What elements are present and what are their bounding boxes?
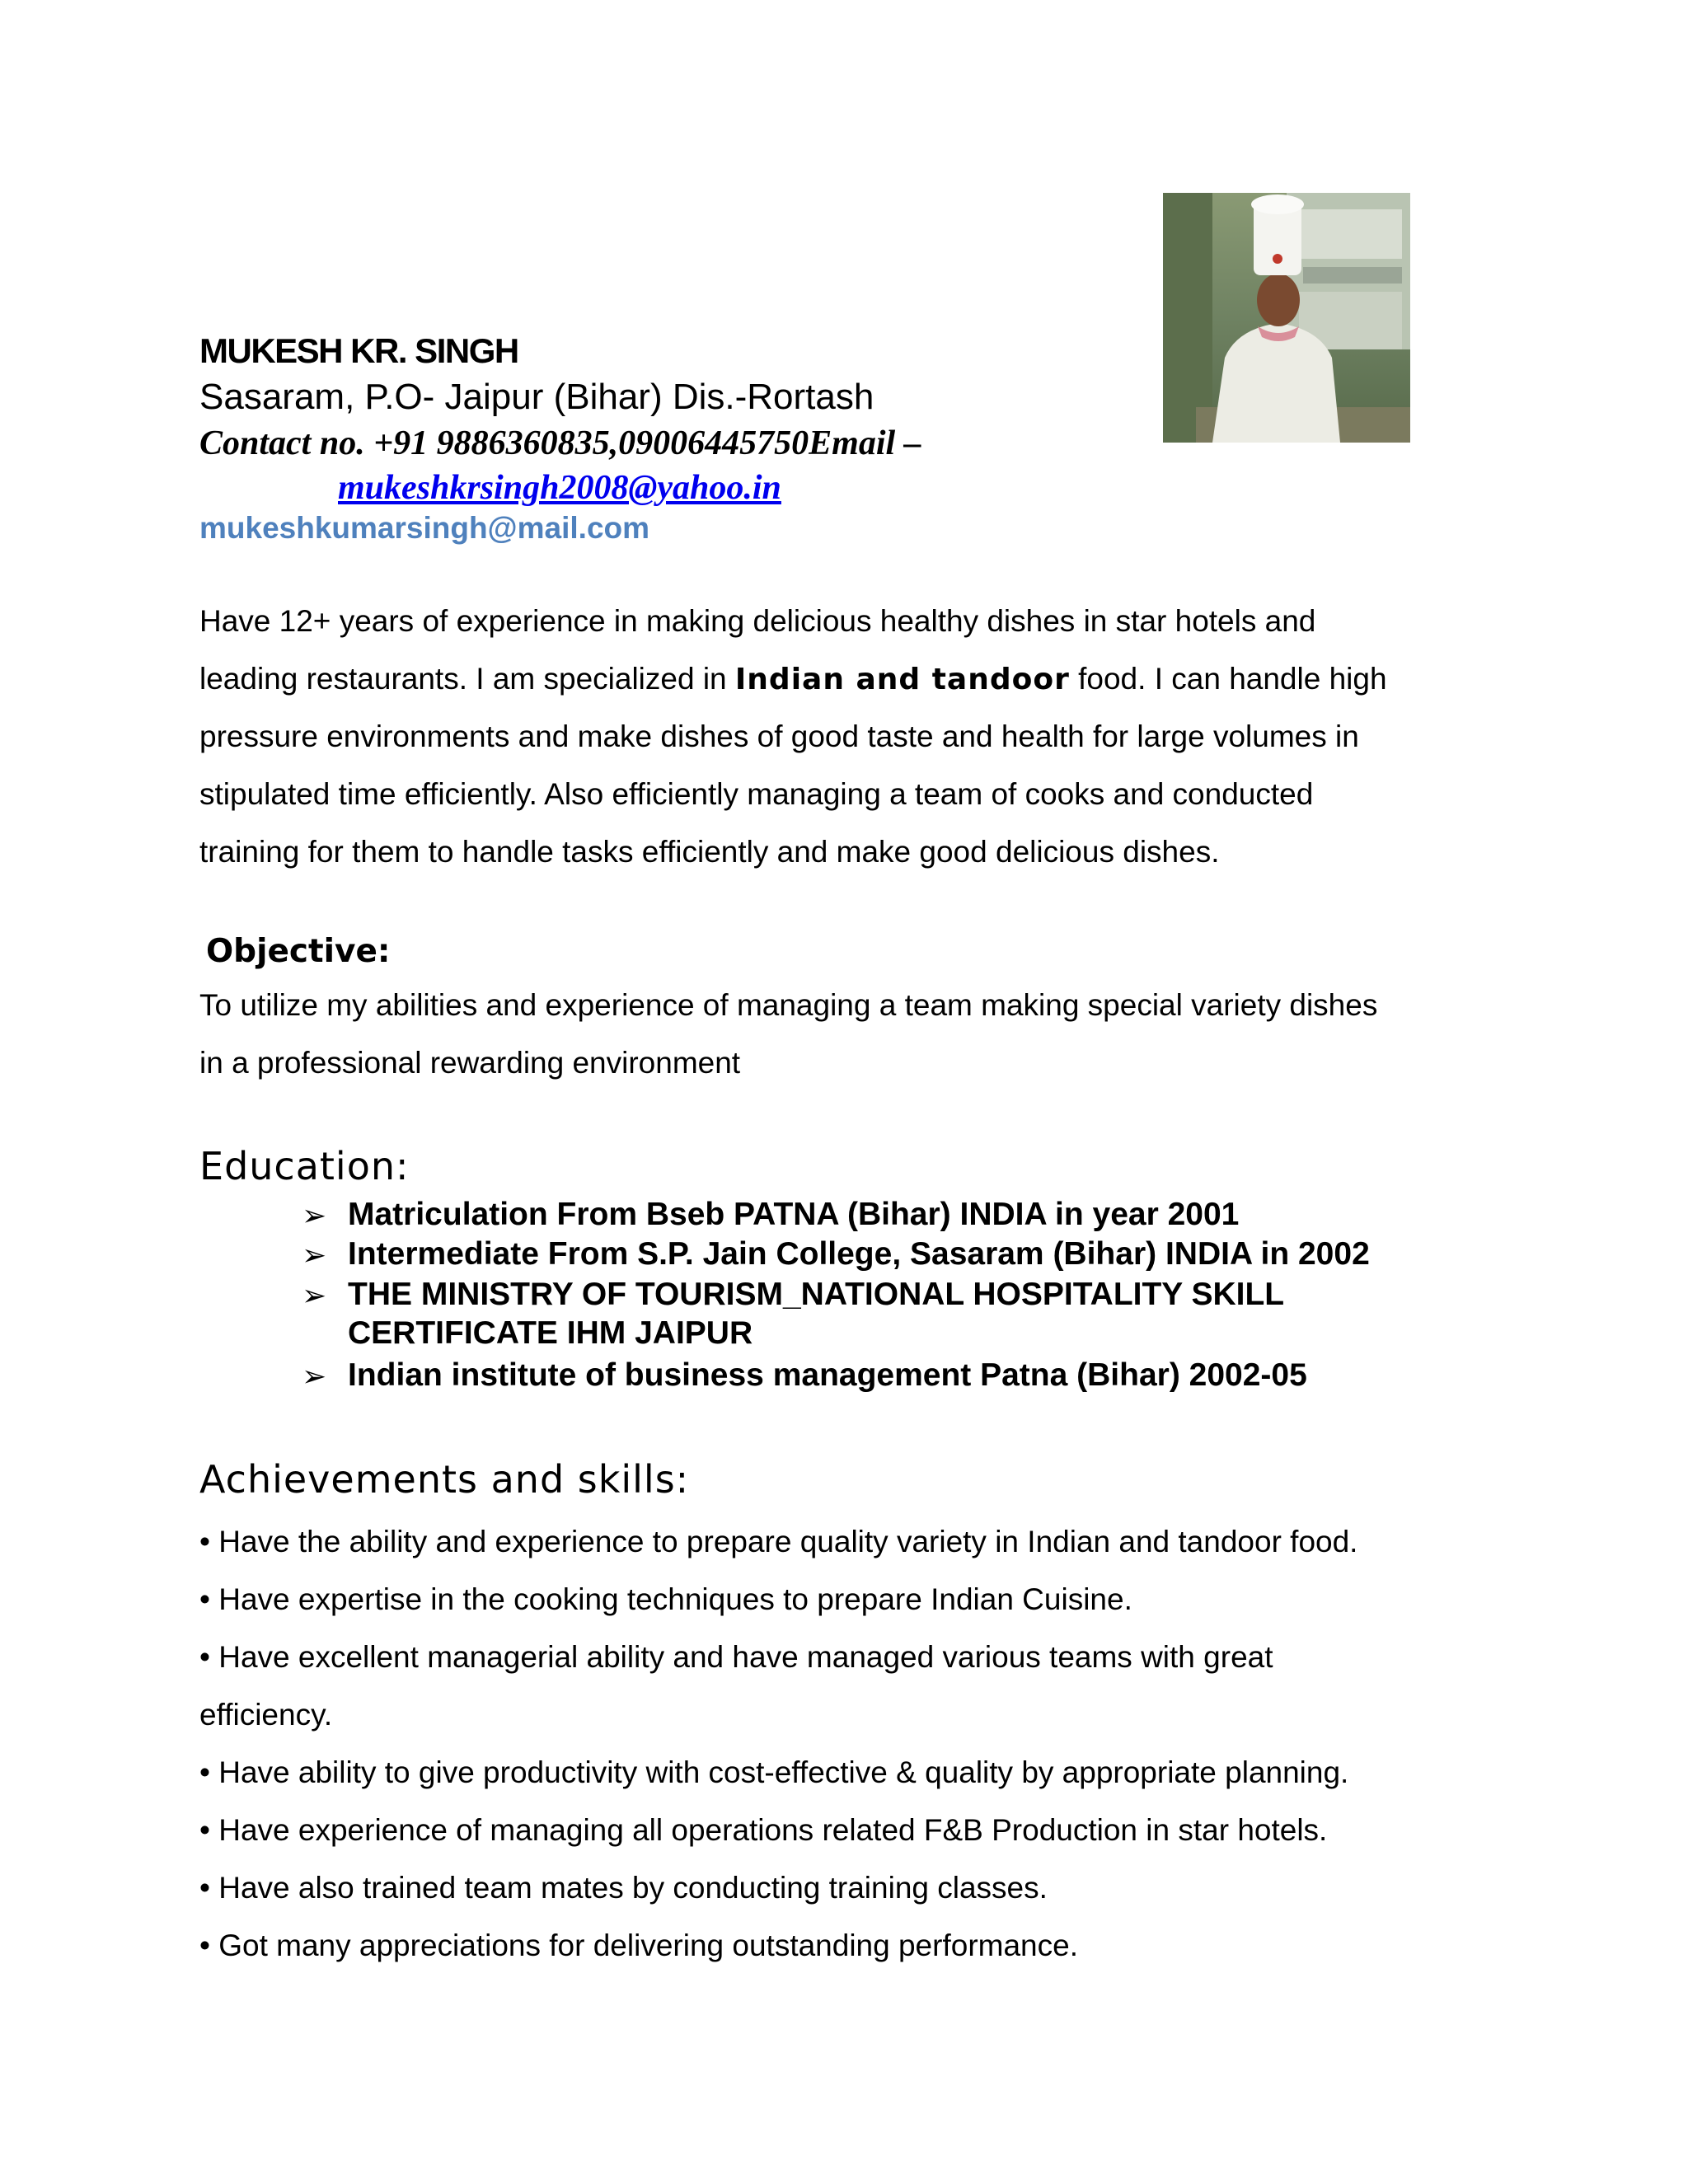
achievement-line: • Have expertise in the cooking techniques to prepare Indian Cuisine. (199, 1582, 1132, 1616)
summary-line: training for them to handle tasks efficiently and make good delicious dishes. (199, 835, 1220, 869)
arrow-bullet-icon: ➢ (302, 1199, 327, 1233)
objective-line: To utilize my abilities and experience of managing a team making special variety dishes (199, 988, 1378, 1022)
arrow-bullet-icon: ➢ (302, 1279, 327, 1313)
summary-line (199, 662, 1387, 696)
objective-line: in a professional rewarding environment (199, 1046, 741, 1080)
achievement-line: • Have also trained team mates by conducting training classes. (199, 1871, 1048, 1905)
summary-line: pressure environments and make dishes of good taste and health for large volumes in (199, 719, 1359, 753)
achievements-heading: Achievements and skills: (199, 1457, 690, 1502)
email-secondary: mukeshkumarsingh@mail.com (199, 511, 650, 545)
achievement-line: • Got many appreciations for delivering outstanding performance. (199, 1929, 1078, 1962)
summary-emphasis: Indian and tandoor (734, 663, 1070, 696)
profile-photo (1163, 193, 1410, 443)
objective-heading: Objective: (206, 933, 391, 970)
summary-line: Have 12+ years of experience in making delicious healthy dishes in star hotels and (199, 604, 1316, 638)
achievement-line: • Have experience of managing all operations related F&B Production in star hotels. (199, 1813, 1328, 1847)
address: Sasaram, P.O- Jaipur (Bihar) Dis.-Rortash (199, 377, 874, 417)
email-link-primary[interactable]: mukeshkrsingh2008@yahoo.in (338, 469, 781, 507)
contact-numbers: Contact no. +91 9886360835,09006445750Email – (199, 424, 921, 462)
summary-text: food. I can handle high (1069, 662, 1387, 696)
arrow-bullet-icon: ➢ (302, 1239, 327, 1272)
achievement-line: • Have ability to give productivity with cost-effective & quality by appropriate planning. (199, 1755, 1349, 1789)
summary-text: leading restaurants. I am specialized in (199, 662, 735, 696)
education-item: Matriculation From Bseb PATNA (Bihar) INDIA in year 2001 (348, 1197, 1240, 1232)
achievement-line: • Have the ability and experience to prepare quality variety in Indian and tandoor food. (199, 1525, 1358, 1558)
achievement-line: efficiency. (199, 1698, 333, 1732)
education-item: Indian institute of business management Patna (Bihar) 2002-05 (348, 1357, 1307, 1393)
education-item-continuation: CERTIFICATE IHM JAIPUR (348, 1315, 753, 1351)
education-heading: Education: (199, 1144, 410, 1188)
arrow-bullet-icon: ➢ (302, 1360, 327, 1394)
candidate-name: MUKESH KR. SINGH (199, 331, 518, 370)
education-item: Intermediate From S.P. Jain College, Sasaram (Bihar) INDIA in 2002 (348, 1236, 1370, 1272)
achievement-line: • Have excellent managerial ability and have managed various teams with great (199, 1640, 1273, 1674)
education-item: THE MINISTRY OF TOURISM_NATIONAL HOSPITALITY SKILL (348, 1277, 1285, 1312)
summary-line: stipulated time efficiently. Also efficiently managing a team of cooks and conducted (199, 777, 1314, 811)
